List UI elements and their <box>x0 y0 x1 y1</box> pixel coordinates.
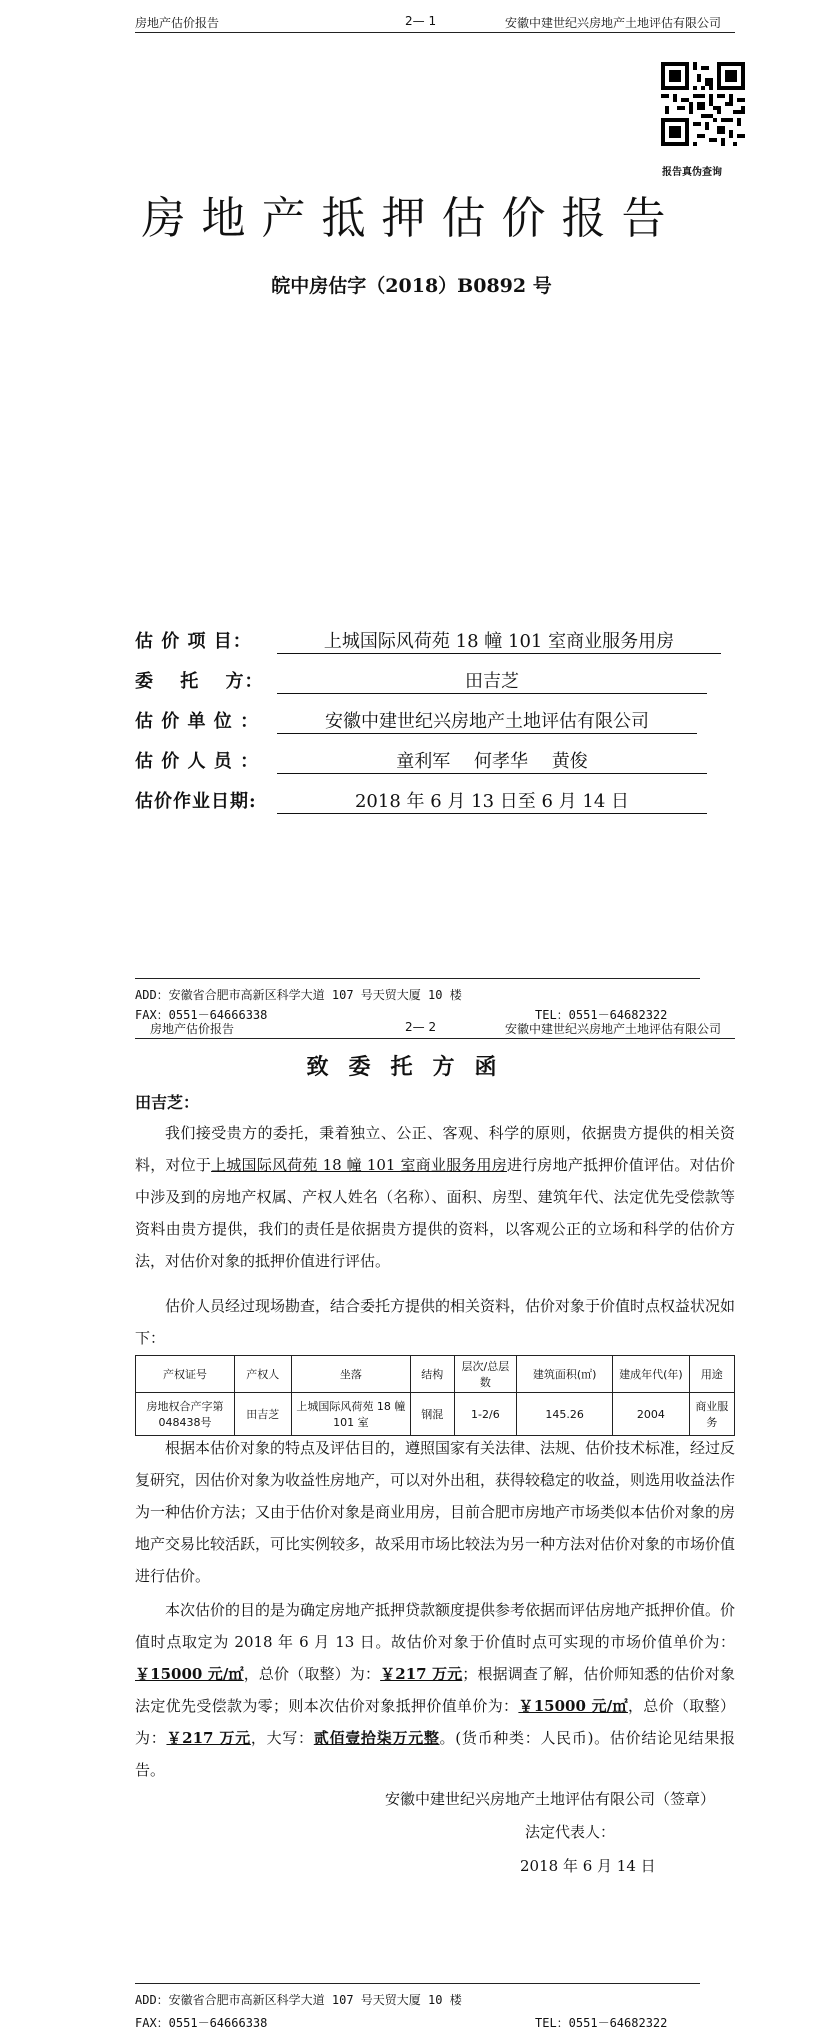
table-header-cell: 结构 <box>411 1356 454 1393</box>
letter-heading: 致委托方函 <box>306 1054 517 1080</box>
paragraph-text: ，总价（取整）为： <box>135 1697 735 1747</box>
page1-header-right: 安徽中建世纪兴房地产土地评估有限公司 <box>505 16 722 30</box>
field-label: 估 价 项 目： <box>135 631 252 652</box>
table-cell: 房地权合产字第 048438号 <box>136 1393 235 1436</box>
table-header-cell: 坐落 <box>291 1356 410 1393</box>
signature-company: 安徽中建世纪兴房地产土地评估有限公司（签章） <box>385 1790 716 1808</box>
table-header-cell: 产权证号 <box>136 1356 235 1393</box>
table-header-cell: 用途 <box>689 1356 734 1393</box>
letter-salutation: 田吉芝： <box>135 1093 200 1112</box>
field-label: 估 价 单 位 ： <box>135 711 260 732</box>
paragraph-text: ；根据调查了解，估价师知悉的估价对象法定优先受偿款为零；则本次估价对象抵押价值单价为： <box>135 1665 735 1715</box>
paragraph-text: 。(货币种类：人民币)。估价结论见结果报告。 <box>135 1729 735 1779</box>
mortgage-total-price: ￥217 万元 <box>166 1729 251 1747</box>
property-info-table <box>135 1355 735 1436</box>
paragraph-text: 我们接受贵方的委托，秉着独立、公正、客观、科学的原则，依据贵方提供的相关资料，对位于 <box>135 1124 735 1174</box>
page2-header-page: 2— 2 <box>405 1020 437 1034</box>
table-header-row <box>136 1356 735 1393</box>
page2-footer-tel: TEL：0551－64682322 <box>535 2016 668 2030</box>
paragraph-text: ，大写： <box>250 1729 314 1747</box>
market-total-price: ￥217 万元 <box>380 1665 463 1683</box>
mortgage-unit-price: ￥15000 元/㎡ <box>518 1697 628 1715</box>
letter-paragraph-3: 根据本估价对象的特点及评估目的，遵照国家有关法律、法规、估价技术标准，经过反复研究，因估价对象为收益性房地产，可以对外出租，获得较稳定的收益，则选用收益法作为一种估价方法；又由于估价对象是商业用房，目前合肥市房地产市场类似本估价对象的房地产交易比较活跃，可比实例较多，故采用市场比较法为另一种方法对估价对象的市场价值进行估价。 <box>135 1439 736 1585</box>
field-value: 田吉芝 <box>277 667 707 694</box>
report-title: 房地产抵押估价报告 <box>141 193 682 244</box>
table-cell: 商业服务 <box>689 1393 734 1436</box>
page2-footer-address: ADD：安徽省合肥市高新区科学大道 107 号天贸大厦 10 楼 <box>135 1993 462 2007</box>
page1-footer-fax: FAX：0551－64666338 <box>135 1008 268 1022</box>
field-value: 上城国际风荷苑 18 幢 101 室商业服务用房 <box>277 627 721 654</box>
field-row-appraisers <box>135 747 735 775</box>
paragraph-text: 进行房地产抵押价值评估。对估价中涉及到的房地产权属、产权人姓名（名称）、面积、房型、建筑年代、法定优先受偿款等资料由贵方提供，我们的责任是依据贵方提供的资料，以客观公正的立场和科学的估价方法，对估价对象的抵押价值进行评估。 <box>135 1156 735 1270</box>
page2-header-right: 安徽中建世纪兴房地产土地评估有限公司 <box>505 1022 722 1036</box>
field-value: 童利军 何孝华 黄俊 <box>277 747 707 774</box>
table-cell: 1-2/6 <box>454 1393 517 1436</box>
amount-in-words: 贰佰壹拾柒万元整 <box>313 1729 440 1747</box>
page2-footer-rule <box>135 1983 700 1984</box>
qr-caption: 报告真伪查询 <box>662 167 722 178</box>
field-row-project <box>135 627 735 655</box>
field-value: 安徽中建世纪兴房地产土地评估有限公司 <box>277 707 697 734</box>
paragraph-text: 本次估价的目的是为确定房地产抵押贷款额度提供参考依据而评估房地产抵押价值。价值时点取定为 2018 年 6 月 13 日。故估价对象于价值时点可实现的市场价值单价为： <box>135 1601 736 1651</box>
table-row <box>136 1393 735 1436</box>
qr-code-icon <box>661 62 745 146</box>
letter-paragraph-1 <box>135 1117 735 1277</box>
table-header-cell: 产权人 <box>234 1356 291 1393</box>
paragraph-text: ，总价（取整）为： <box>243 1665 381 1683</box>
table-header-cell: 建筑面积(㎡) <box>517 1356 613 1393</box>
page2-footer-fax: FAX：0551－64666338 <box>135 2016 268 2030</box>
field-row-appraiser-company <box>135 707 735 735</box>
page1-header-left: 房地产估价报告 <box>135 16 220 30</box>
field-label: 委 托 方： <box>135 671 264 692</box>
page1-footer-tel: TEL：0551－64682322 <box>535 1008 668 1022</box>
page1-header-page: 2— 1 <box>405 14 437 28</box>
page2-header-left: 房地产估价报告 <box>150 1022 235 1036</box>
market-unit-price: ￥15000 元/㎡ <box>135 1665 244 1683</box>
field-row-work-date <box>135 787 735 815</box>
table-cell: 2004 <box>613 1393 689 1436</box>
table-header-cell: 层次/总层数 <box>454 1356 517 1393</box>
document-number: 皖中房估字（2018）B0892 号 <box>271 275 552 297</box>
table-cell: 钢混 <box>411 1393 454 1436</box>
field-value: 2018 年 6 月 13 日至 6 月 14 日 <box>277 787 707 814</box>
legal-representative-label: 法定代表人： <box>525 1823 616 1841</box>
page1-footer-rule <box>135 978 700 979</box>
table-cell: 上城国际风荷苑 18 幢 101 室 <box>291 1393 410 1436</box>
signature-date: 2018 年 6 月 14 日 <box>520 1857 656 1875</box>
table-cell: 145.26 <box>517 1393 613 1436</box>
field-label: 估 价 人 员 ： <box>135 751 260 772</box>
page2-header-rule <box>135 1038 735 1039</box>
field-row-client <box>135 667 735 695</box>
letter-paragraph-4 <box>135 1594 735 1786</box>
table-cell: 田吉芝 <box>234 1393 291 1436</box>
table-header-cell: 建成年代(年) <box>613 1356 689 1393</box>
property-address-underlined: 上城国际风荷苑 18 幢 101 室商业服务用房 <box>211 1156 507 1174</box>
field-label: 估价作业日期: <box>135 791 257 812</box>
letter-paragraph-2: 估价人员经过现场勘查，结合委托方提供的相关资料，估价对象于价值时点权益状况如下： <box>135 1297 736 1347</box>
page1-header-rule <box>135 32 735 33</box>
page1-footer-address: ADD：安徽省合肥市高新区科学大道 107 号天贸大厦 10 楼 <box>135 988 462 1002</box>
